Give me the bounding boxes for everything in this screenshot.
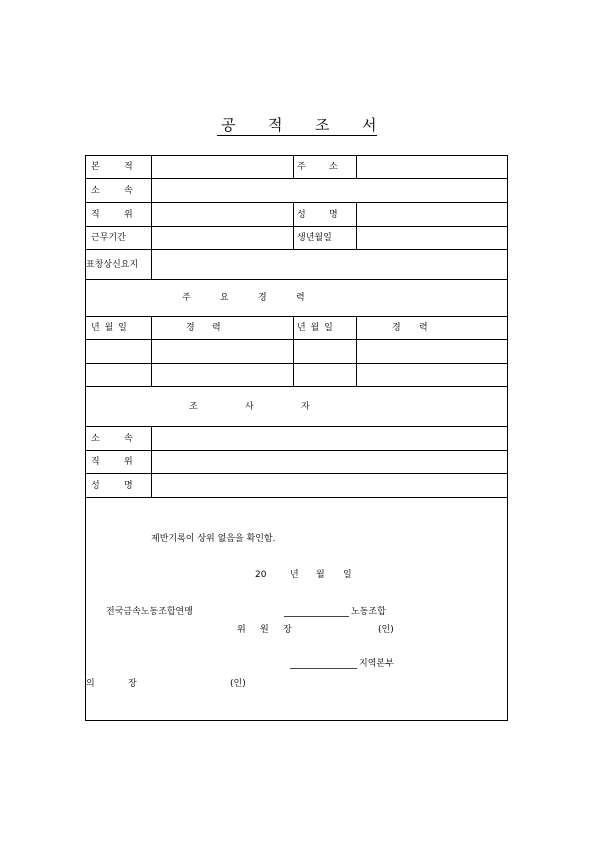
date-day-label: 일 <box>343 570 352 580</box>
head-title-1: 의 <box>86 679 95 689</box>
career-heading-3: 경 <box>258 293 267 303</box>
col-divider <box>356 202 357 249</box>
row-divider <box>86 426 507 427</box>
title-char: 공 <box>221 116 236 134</box>
col-header-date-right: 년 월 일 <box>297 323 334 333</box>
title-char: 조 <box>315 116 330 134</box>
row-divider <box>86 202 507 203</box>
inv-label-seongmyeong-1: 성 <box>91 481 100 491</box>
chair-seal: (인) <box>378 625 394 635</box>
confirm-statement: 제반기록이 상위 없음을 확인함. <box>151 534 276 544</box>
col-divider <box>356 316 357 386</box>
career-heading-4: 력 <box>296 293 305 303</box>
federation-name: 전국금속노동조합연맹 <box>106 607 193 617</box>
inv-label-sosok-1: 소 <box>91 434 100 444</box>
label-bonjeok-1: 본 <box>91 162 100 172</box>
col-divider <box>356 156 357 178</box>
chair-title-2: 원 <box>260 625 269 635</box>
union-name-blank <box>284 616 349 617</box>
row-divider <box>86 497 507 498</box>
col-header-career-left-1: 경 <box>186 323 195 333</box>
investigator-heading-3: 자 <box>301 402 310 412</box>
label-award-summary: 표창상신요지 <box>86 260 139 270</box>
col-header-career-right-1: 경 <box>392 323 401 333</box>
union-label: 노동조합 <box>351 607 386 617</box>
col-divider <box>293 202 294 249</box>
chair-title-3: 장 <box>283 625 292 635</box>
label-juso-2: 소 <box>329 162 338 172</box>
region-name-blank <box>290 668 357 669</box>
inv-label-jikwi-2: 위 <box>124 457 133 467</box>
career-heading-2: 요 <box>220 293 229 303</box>
career-heading-1: 주 <box>182 293 191 303</box>
row-divider <box>86 386 507 387</box>
col-divider <box>151 426 152 497</box>
row-divider <box>86 178 507 179</box>
label-juso-1: 주 <box>297 162 306 172</box>
investigator-heading-2: 사 <box>245 402 254 412</box>
chair-title-1: 위 <box>237 625 246 635</box>
row-divider <box>86 316 507 317</box>
investigator-heading-1: 조 <box>189 402 198 412</box>
title-underline <box>217 135 377 136</box>
date-year-prefix: 20 <box>255 570 267 580</box>
col-divider <box>151 156 152 279</box>
row-divider <box>86 363 507 364</box>
head-seal: (인) <box>230 679 246 689</box>
inv-label-jikwi-1: 직 <box>91 457 100 467</box>
col-divider <box>151 316 152 386</box>
label-service-period: 근무기간 <box>91 233 126 243</box>
inv-label-seongmyeong-2: 명 <box>124 481 133 491</box>
col-header-career-left-2: 력 <box>212 323 221 333</box>
col-header-career-right-2: 력 <box>419 323 428 333</box>
row-divider <box>86 249 507 250</box>
row-divider <box>86 450 507 451</box>
region-label: 지역본부 <box>359 659 394 669</box>
date-year-label: 년 <box>290 570 299 580</box>
label-seongmyeong-1: 성 <box>297 210 306 220</box>
title-char: 적 <box>268 116 283 134</box>
label-bonjeok-2: 적 <box>124 162 133 172</box>
col-divider <box>293 156 294 178</box>
inv-label-sosok-2: 속 <box>124 434 133 444</box>
col-header-date-left: 년 월 일 <box>91 323 128 333</box>
label-sosok-1: 소 <box>91 186 100 196</box>
form-frame <box>85 155 508 721</box>
title-char: 서 <box>362 116 377 134</box>
col-divider <box>293 316 294 386</box>
row-divider <box>86 226 507 227</box>
row-divider <box>86 473 507 474</box>
row-divider <box>86 339 507 340</box>
label-sosok-2: 속 <box>124 186 133 196</box>
head-title-2: 장 <box>128 679 137 689</box>
label-seongmyeong-2: 명 <box>329 210 338 220</box>
date-month-label: 월 <box>316 570 325 580</box>
label-jikwi-2: 위 <box>124 210 133 220</box>
row-divider <box>86 279 507 280</box>
label-birth-date: 생년월일 <box>297 233 332 243</box>
label-jikwi-1: 직 <box>91 210 100 220</box>
